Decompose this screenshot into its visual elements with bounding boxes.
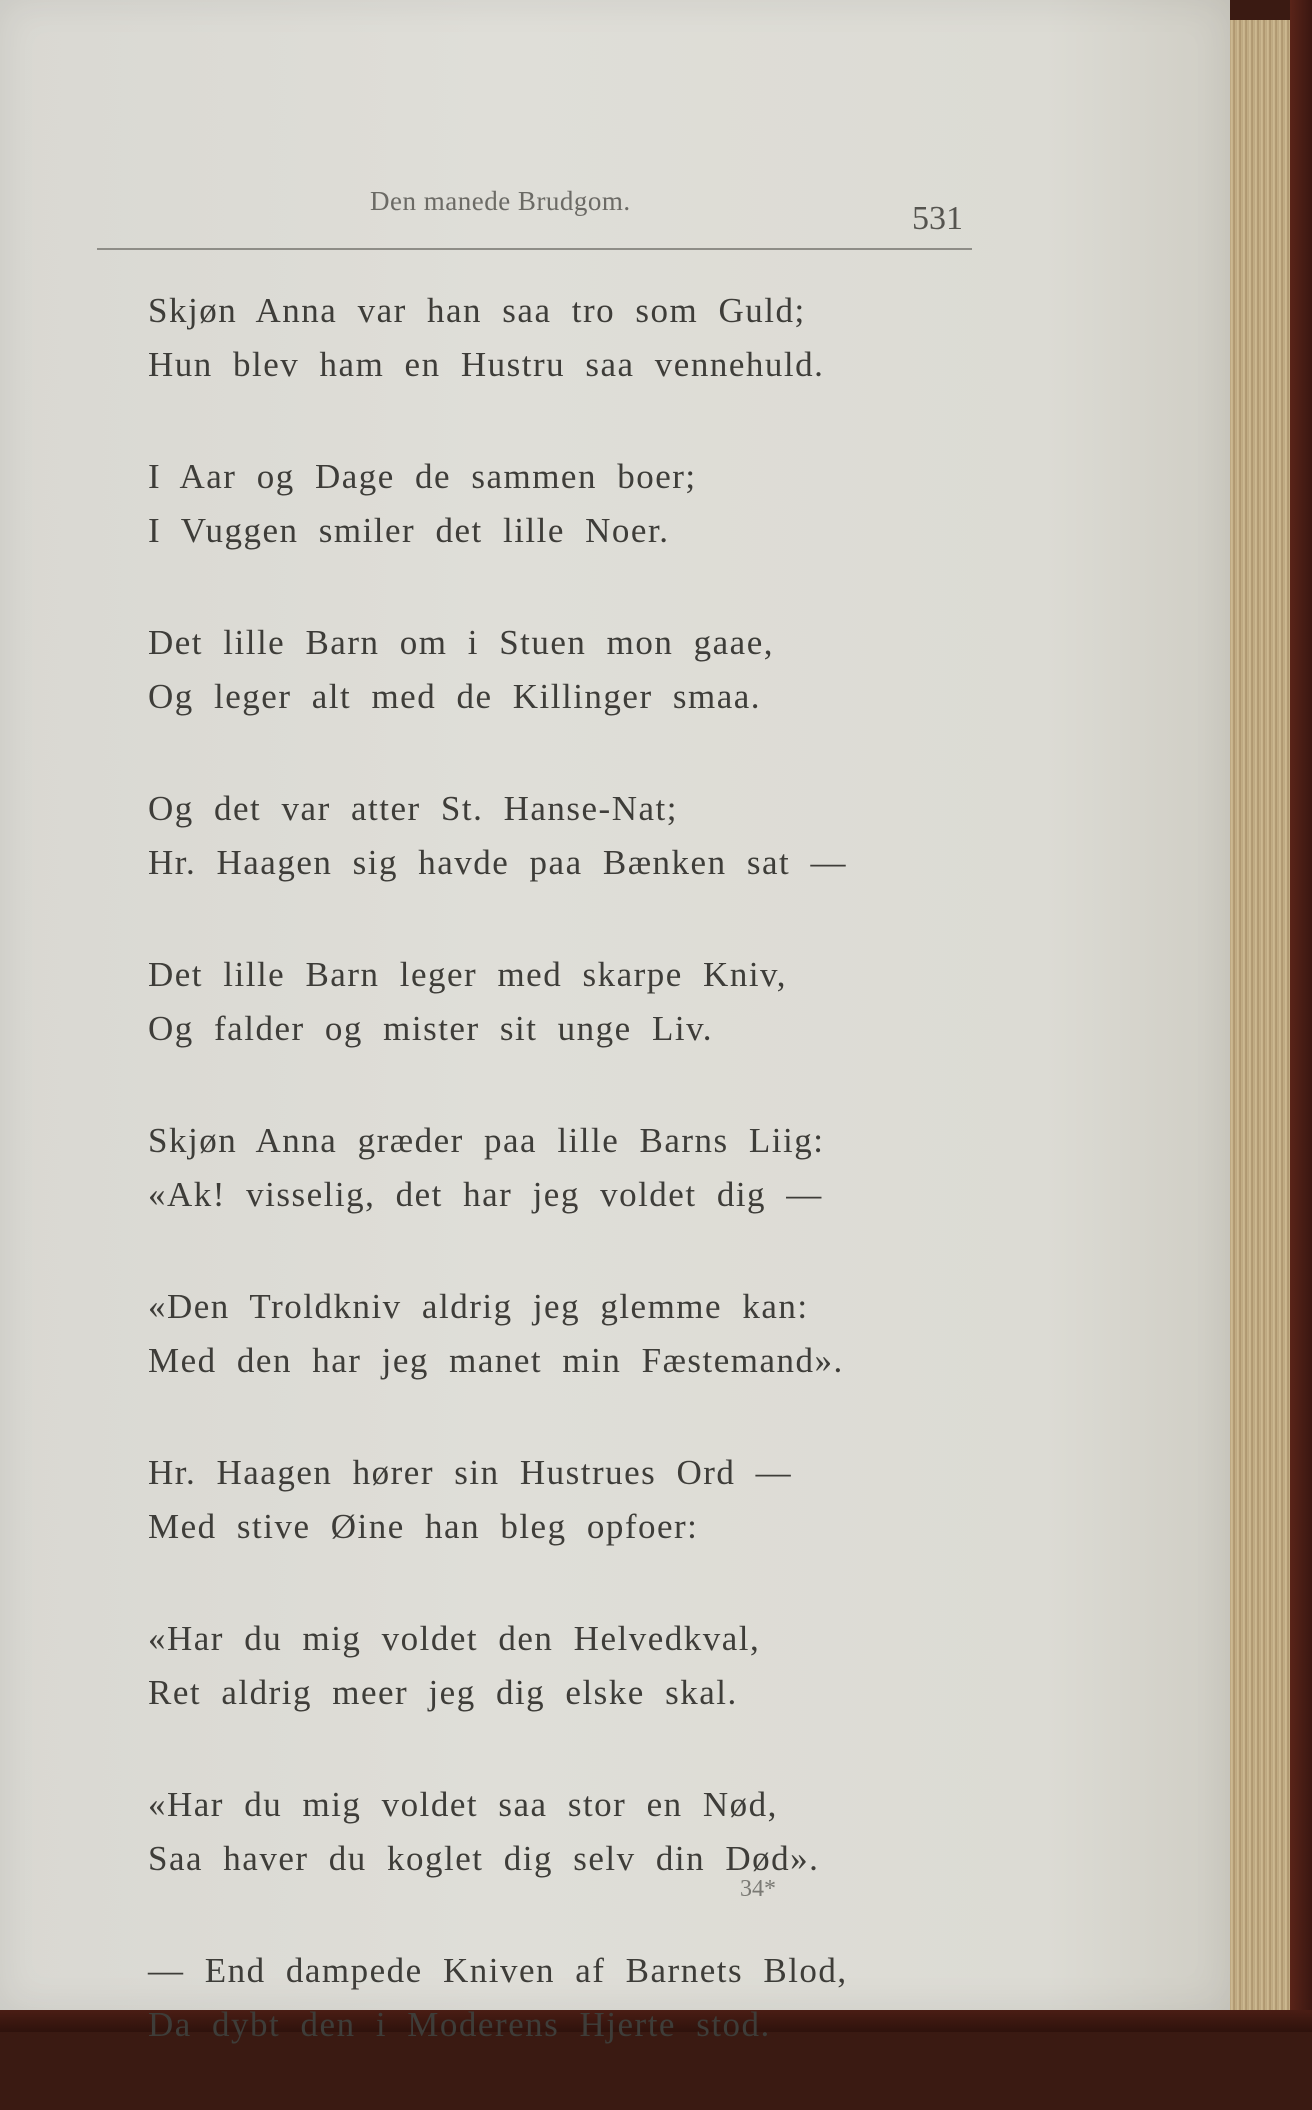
stanza [148, 1446, 968, 1554]
poem-line: Og falder og mister sit unge Liv. [148, 1009, 714, 1048]
poem-line: «Den Troldkniv aldrig jeg glemme kan: [148, 1287, 809, 1326]
poem-line: Med stive Øine han bleg opfoer: [148, 1507, 699, 1546]
stanza [148, 616, 968, 724]
poem-line: Da dybt den i Moderens Hjerte stod. [148, 2005, 771, 2044]
poem-line: — End dampede Kniven af Barnets Blod, [148, 1951, 848, 1990]
page-number: 531 [912, 200, 963, 237]
poem-line: Og det var atter St. Hanse-Nat; [148, 789, 678, 828]
poem-line: Hr. Haagen hører sin Hustrues Ord — [148, 1453, 793, 1492]
poem-line: Skjøn Anna græder paa lille Barns Liig: [148, 1121, 825, 1160]
book-cover-right [1290, 0, 1312, 2032]
page-edges [1230, 20, 1296, 2015]
poem-line: I Vuggen smiler det lille Noer. [148, 511, 670, 550]
poem-line: Og leger alt med de Killinger smaa. [148, 677, 762, 716]
poem-line: Det lille Barn leger med skarpe Kniv, [148, 955, 788, 994]
poem-line: «Ak! visselig, det har jeg voldet dig — [148, 1175, 823, 1214]
poem-line: Hun blev ham en Hustru saa vennehuld. [148, 345, 825, 384]
poem-line: Ret aldrig meer jeg dig elske skal. [148, 1673, 738, 1712]
stanza [148, 450, 968, 558]
header-rule [97, 248, 972, 250]
stanza [148, 782, 968, 890]
poem-line: I Aar og Dage de sammen boer; [148, 457, 697, 496]
poem-line: Saa haver du koglet dig selv din Død». [148, 1839, 820, 1878]
stanza [148, 948, 968, 1056]
stanza [148, 284, 968, 392]
poem-line: Hr. Haagen sig havde paa Bænken sat — [148, 843, 847, 882]
running-head: Den manede Brudgom. [370, 186, 631, 216]
stanza [148, 1612, 968, 1720]
signature-mark: 34* [740, 1876, 776, 1902]
poem [148, 284, 968, 2110]
poem-line: Det lille Barn om i Stuen mon gaae, [148, 623, 775, 662]
poem-line: Med den har jeg manet min Fæstemand». [148, 1341, 844, 1380]
stanza [148, 1280, 968, 1388]
poem-line: Skjøn Anna var han saa tro som Guld; [148, 291, 806, 330]
stanza [148, 1944, 968, 2052]
stanza [148, 1114, 968, 1222]
stanza [148, 1778, 968, 1886]
poem-line: «Har du mig voldet saa stor en Nød, [148, 1785, 778, 1824]
poem-line: «Har du mig voldet den Helvedkval, [148, 1619, 761, 1658]
